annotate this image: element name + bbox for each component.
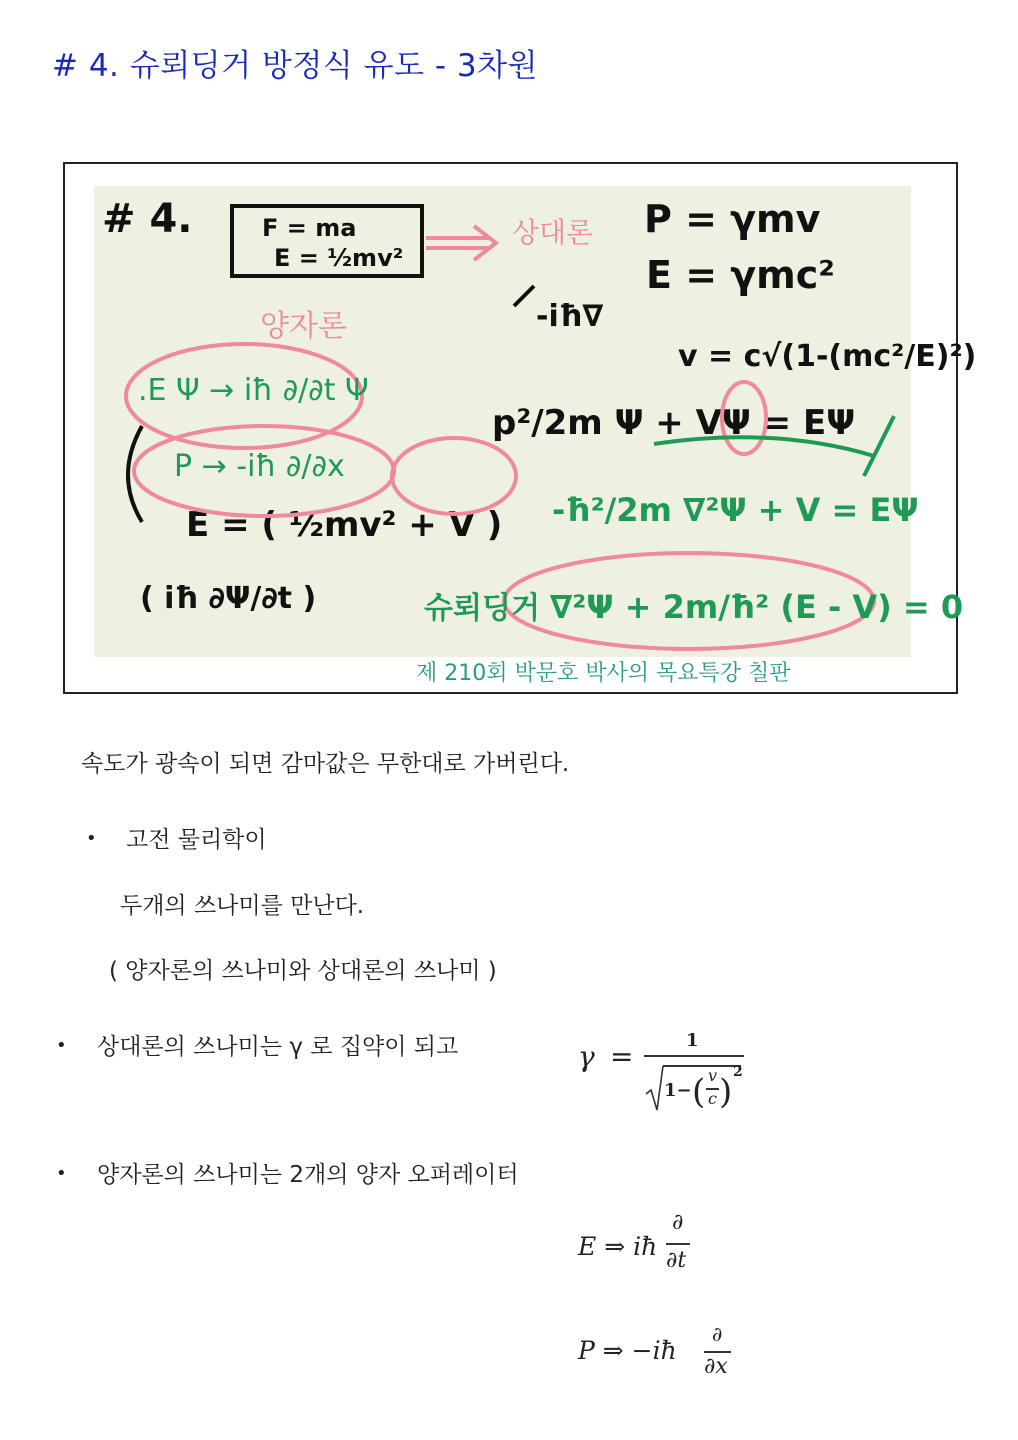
gamma-numerator: 1 — [686, 1030, 699, 1051]
relativity-momentum-eq: P = γmv — [644, 197, 821, 241]
bullet-marker: • — [86, 828, 97, 849]
partial-x: ∂x — [704, 1354, 728, 1379]
sqrt-bar — [663, 1065, 741, 1067]
schrodinger-label: 슈뢰딩거 — [424, 591, 540, 626]
pink-arrow — [426, 226, 496, 260]
sqrt-sign — [644, 1064, 664, 1114]
quantum-label: 양자론 — [260, 309, 347, 344]
whiteboard-photo — [94, 186, 977, 657]
laplacian-eq: -ħ²/2m ∇²Ψ + V = EΨ — [552, 491, 919, 529]
gamma-formula — [578, 1028, 758, 1123]
whiteboard-drawing — [94, 186, 977, 657]
partial-t: ∂t — [666, 1248, 687, 1273]
paren-right: ) — [719, 1072, 733, 1112]
schrodinger-eq: ∇²Ψ + 2m/ħ² (E - V) = 0 — [550, 588, 964, 626]
pink-ellipse-grad — [392, 438, 516, 514]
relativity-energy-eq: E = γmc² — [646, 253, 835, 297]
grad-operator: -iħ∇ — [536, 299, 604, 334]
operator-e: .E Ψ → iħ ∂/∂t Ψ — [138, 373, 369, 408]
bullet-relativity-gamma: 상대론의 쓰나미는 γ 로 집약이 되고 — [97, 1034, 459, 1060]
bullet-quantum-operators: 양자론의 쓰나미는 2개의 양자 오퍼레이터 — [97, 1162, 519, 1188]
gamma-v: v — [708, 1066, 718, 1085]
operator-p: P → -iħ ∂/∂x — [174, 449, 345, 484]
board-heading: # 4. — [102, 196, 193, 242]
relativity-label: 상대론 — [512, 216, 594, 249]
energy-operator-formula — [578, 1210, 708, 1285]
fraction-bar — [644, 1055, 744, 1057]
board-caption: 제 210회 박문호 박사의 목요특강 칠판 — [416, 661, 791, 686]
gamma-exponent: 2 — [733, 1064, 743, 1080]
partial-symbol: ∂ — [672, 1210, 684, 1235]
paragraph-two-tsunamis: 두개의 쓰나미를 만난다. — [120, 893, 365, 919]
main-energy-eq: p²/2m Ψ + VΨ = EΨ — [492, 403, 856, 443]
classical-eq-2: E = ½mv² — [274, 244, 404, 272]
arrow-small — [514, 286, 534, 306]
momentum-operator-lhs: P ⇒ −iħ — [578, 1336, 677, 1365]
paragraph-tsunami-types: ( 양자론의 쓰나미와 상대론의 쓰나미 ) — [109, 958, 497, 984]
fraction-bar — [666, 1243, 690, 1245]
page-title: # 4. 슈뢰딩거 방정식 유도 - 3차원 — [52, 48, 538, 84]
fraction-bar — [704, 1351, 731, 1353]
velocity-eq: v = c√(1-(mc²/E)²) — [678, 339, 977, 374]
paragraph-gamma-infinity: 속도가 광속이 되면 감마값은 무한대로 가버린다. — [81, 751, 570, 777]
gamma-c: c — [708, 1089, 717, 1108]
gamma-one-minus: 1− — [664, 1080, 692, 1101]
partial-symbol: ∂ — [712, 1322, 723, 1346]
classical-energy-eq: E = ( ½mv² + V ) — [186, 505, 503, 545]
classical-eq-1: F = ma — [262, 214, 357, 242]
bullet-marker: • — [56, 1163, 67, 1184]
paren-left: ( — [692, 1072, 706, 1112]
gamma-symbol: γ — [578, 1040, 595, 1073]
bullet-classical-physics: 고전 물리학이 — [126, 827, 267, 853]
momentum-operator-formula — [578, 1322, 738, 1397]
green-arrow — [864, 416, 894, 476]
energy-operator-lhs: E ⇒ iħ — [578, 1232, 658, 1261]
ih-partial-t: ( iħ ∂Ψ/∂t ) — [140, 581, 317, 616]
bullet-marker: • — [56, 1035, 67, 1056]
equals-sign: = — [610, 1040, 634, 1073]
